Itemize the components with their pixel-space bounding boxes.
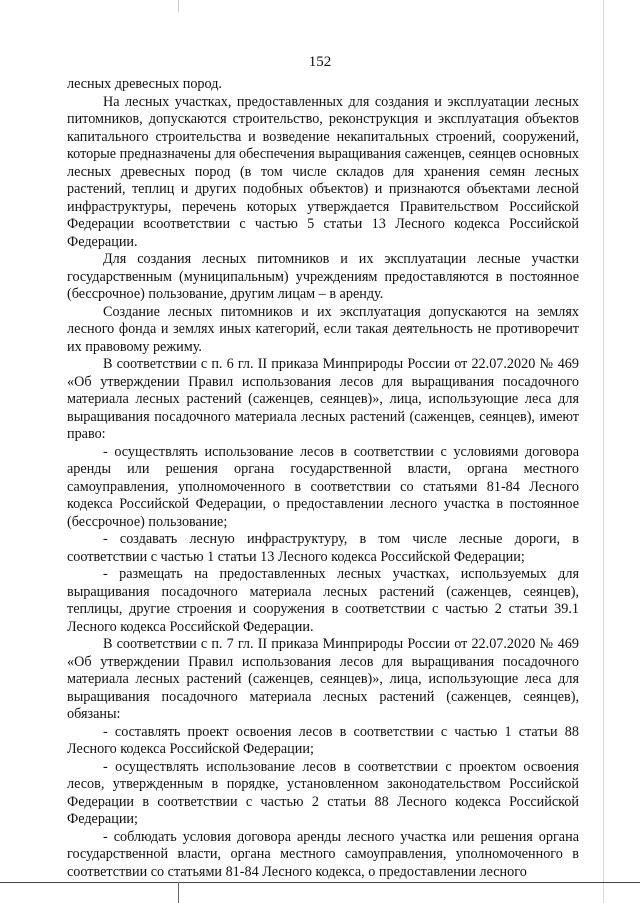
scan-edge-artifact xyxy=(603,0,604,903)
scan-bottom-line xyxy=(0,882,640,883)
document-body xyxy=(67,76,579,881)
paragraph-obligations-intro: В соответствии с п. 7 гл. II приказа Минприроды России от 22.07.2020 № 469 «Об утверждении Правил использования лесов для выращивания посадочного материала лесных растений (саженцев, сеянцев)», лица, использующие леса для выращивания посадочного материала лесных растений (саженцев, сеянцев), обязаны: xyxy=(67,636,579,722)
paragraph-nursery-land-categories: Создание лесных питомников и их эксплуатация допускаются на землях лесного фонда и землях иных категорий, если такая деятельность не противоречит их правовому режиму. xyxy=(67,303,579,355)
page-number: 152 xyxy=(308,54,332,70)
list-item-obligation-lease-terms: - соблюдать условия договора аренды лесного участка или решения органа государственной власти, органа местного самоуправления, уполномоченного в соответствии со статьями 81-84 Лесного кодекса, о предоставлении лесного xyxy=(67,828,579,880)
scan-tick-mark xyxy=(178,882,179,903)
paragraph-forest-nurseries-construction: На лесных участках, предоставленных для создания и эксплуатации лесных питомников, допускаются строительство, реконструкция и эксплуатация объектов капитального строительства и возведение некапитальных строений, сооружений, которые предназначены для обеспечения выращивания саженцев, сеянцев основных лесных древесных пород (в том числе складов для хранения семян лесных растений, теплиц и других подобных объектов) и признаются объектами лесной инфраструктуры, перечень которых утверждается Правительством Российской Федерации всоответствии с частью 5 статьи 13 Лесного кодекса Российской Федерации. xyxy=(67,93,579,250)
list-item-obligation-project: - составлять проект освоения лесов в соответствии с частью 1 статьи 88 Лесного кодекса Российской Федерации; xyxy=(67,723,579,757)
paragraph-rights-intro: В соответствии с п. 6 гл. II приказа Минприроды России от 22.07.2020 № 469 «Об утверждении Правил использования лесов для выращивания посадочного материала лесных растений (саженцев, сеянцев)», лица, использующие леса для выращивания посадочного материала лесных растений (саженцев, сеянцев), имеют право: xyxy=(67,356,579,442)
scan-top-mark xyxy=(178,0,179,12)
paragraph-nursery-land-provision: Для создания лесных питомников и их эксплуатации лесные участки государственным (муниципальным) учреждениям предоставляются в постоянное (бессрочное) пользование, другим лицам – в аренду. xyxy=(67,251,579,302)
list-item-right-greenhouses: - размещать на предоставленных лесных участках, используемых для выращивания посадочного материала лесных растений (саженцев, сеянцев), теплицы, другие строения и сооружения в соответствии с частью 2 статьи 39.1 Лесного кодекса Российской Федерации. xyxy=(67,566,579,635)
list-item-right-infrastructure: - создавать лесную инфраструктуру, в том числе лесные дороги, в соответствии с частью 1 статьи 13 Лесного кодекса Российской Федерации; xyxy=(67,531,579,565)
paragraph-continuation: лесных древесных пород. xyxy=(67,76,222,92)
list-item-obligation-use-per-project: - осуществлять использование лесов в соответствии с проектом освоения лесов, утвержденным в порядке, установленном законодательством Российской Федерации в соответствии с частью 2 статьи 88 Лесного кодекса Российской Федерации; xyxy=(67,758,579,827)
list-item-right-use-forests: - осуществлять использование лесов в соответствии с условиями договора аренды или решения органа государственной власти, органа местного самоуправления, уполномоченного в соответствии со статьями 81-84 Лесного кодекса Российской Федерации, о предоставлении лесного участка в постоянное (бессрочное) пользование; xyxy=(67,443,579,530)
